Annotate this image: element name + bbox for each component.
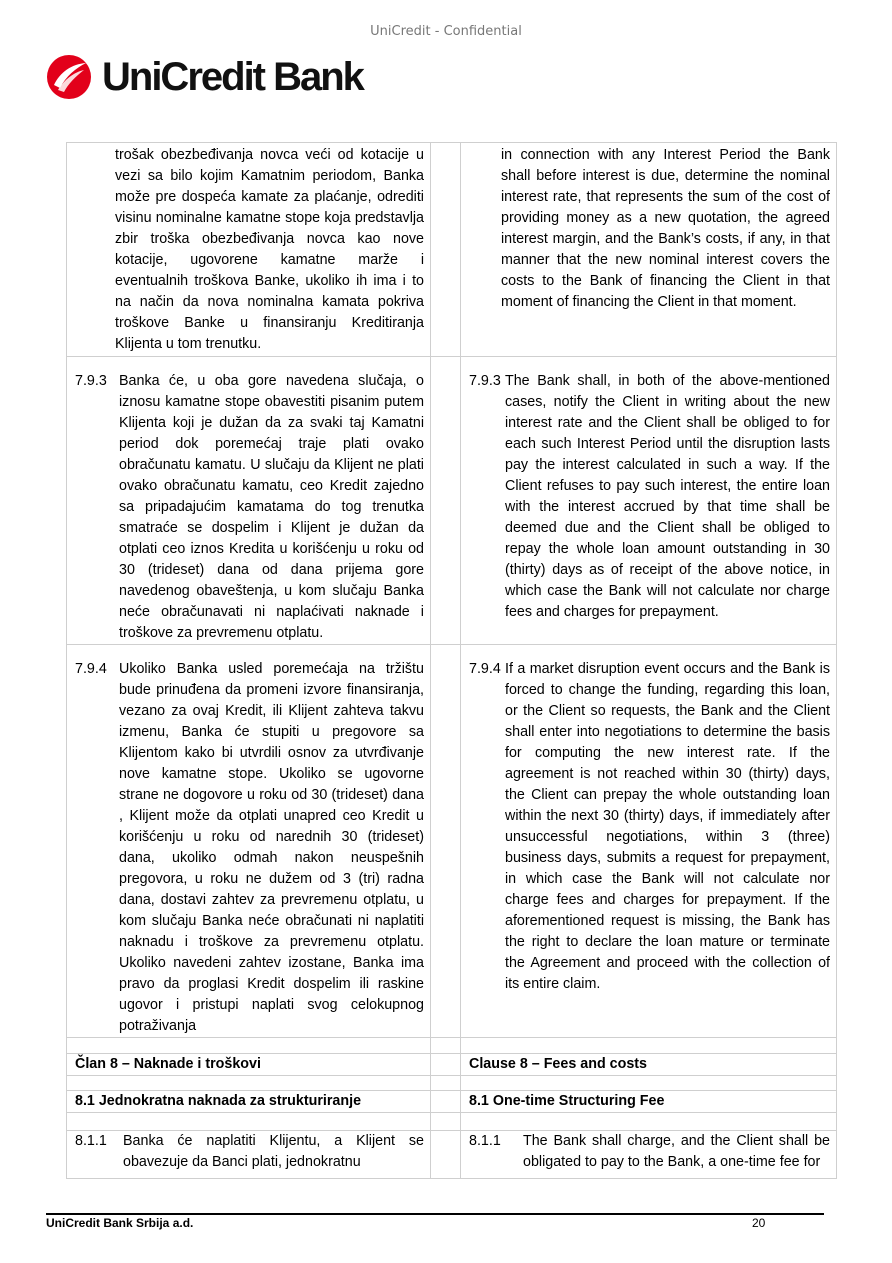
subsection-heading-sr: 8.1 Jednokratna naknada za strukturiranje xyxy=(75,1093,362,1109)
clause-number: 8.1.1 xyxy=(469,1133,501,1149)
clause-text-en: The Bank shall charge, and the Client shall be obligated to pay to the Bank, a one-time fee for xyxy=(523,1133,830,1170)
clause-text-sr: Banka će naplatiti Klijentu, a Klijent se obavezuje da Banci plati, jednokratnu xyxy=(123,1133,424,1170)
section-heading-row xyxy=(67,1054,837,1076)
bilingual-contract-table xyxy=(66,142,837,1179)
right-cell xyxy=(461,1131,837,1179)
gap-cell xyxy=(431,645,461,1038)
table-row xyxy=(67,143,837,357)
clause-number: 7.9.3 xyxy=(75,373,107,389)
confidential-label: UniCredit - Confidential xyxy=(370,24,522,39)
footer-company: UniCredit Bank Srbija a.d. xyxy=(46,1216,194,1230)
clause-number: 7.9.3 xyxy=(469,373,501,389)
unicredit-logo-icon xyxy=(46,54,92,100)
table-row xyxy=(67,1131,837,1179)
subsection-heading-en: 8.1 One-time Structuring Fee xyxy=(469,1093,665,1109)
left-cell xyxy=(67,357,431,645)
gap-cell xyxy=(431,143,461,357)
clause-text-en: If a market disruption event occurs and the Bank is forced to change the funding, regarding this loan, or the Client so requests, the Bank and the Client shall enter into negotiations to determine the basis for computing the new interest rate. If the agreement is not reached within 30 (thirty) days, the Client can prepay the whole outstanding loan within the next 30 (thirty) days, if immediately after unsuccessful negotiations, within 3 (three) business days, submits a request for prepayment, in which case the Bank will not calculate nor charge fees and charges for prepayment. If the aforementioned request is missing, the Bank has the right to declare the loan mature or terminate the Agreement and proceed with the collection of its entire claim. xyxy=(505,661,830,992)
subsection-heading-row xyxy=(67,1091,837,1113)
clause-text-en: The Bank shall, in both of the above-mentioned cases, notify the Client in writing about the new interest rate and the Client shall be obliged to for each such Interest Period until the disruption lasts pay the interest calculated in such a way. If the Client refuses to pay such interest, the entire loan with the interest accrued by that time shall be deemed due and the Client shall be obliged to repay the whole loan amount outstanding in 30 (thirty) days as of receipt of the above notice, in which case the Bank will not calculate nor charge fees and charges for prepayment. xyxy=(505,373,830,620)
left-cell xyxy=(67,143,431,357)
clause-text-sr: Ukoliko Banka usled poremećaja na tržištu bude prinuđena da promeni izvore finansiranja, vezano za ovaj Kredit, ili Klijent zahteva takvu izmenu, Banka će stupiti u pregovore sa Klijentom kako bi utvrdili osnov za utvrđivanje nove kamatne stope. Ukoliko se ugovorne strane ne dogovore u roku od 30 (trideset) dana , Klijent može da otplati unapred ceo Kredit u korišćenju u roku od narednih 30 (trideset) dana, ukoliko odmah nakon neuspešnih pregovora, u roku ne dužem od 3 (tri) radna dana, dostavi zahtev za prevremenu otplatu, u kom slučaju Banka neće obračunati ni naplatiti naknadu i troškove za prevremenu otplatu. Ukoliko navedeni zahtev izostane, Banka ima pravo da proglasi Kredit dospelim ili raskine ugovor i pristupi naplati svog celokupnog potraživanja xyxy=(119,661,424,1034)
spacer-row xyxy=(67,1113,837,1131)
spacer-row xyxy=(67,1076,837,1091)
section-heading-en: Clause 8 – Fees and costs xyxy=(469,1056,647,1072)
footer-divider xyxy=(46,1213,824,1215)
table-row xyxy=(67,645,837,1038)
right-cell xyxy=(461,357,837,645)
clause-text-en: in connection with any Interest Period the Bank shall before interest is due, determine the nominal interest rate, that represents the sum of the cost of providing money as a new quotation, the agreed interest margin, and the Bank’s costs, if any, in that manner that the new nominal interest covers the costs to the Bank of financing the Client in that moment of financing the Client in that moment. xyxy=(501,147,830,310)
clause-text-sr: trošak obezbeđivanja novca veći od kotacije u vezi sa bilo kojim Kamatnim periodom, Banka može pre dospeća kamate za plaćanje, odrediti visinu nominalne kamatne stope koja predstavlja zbir troška obezbeđivanja novca kao nove kotacije, ugovorene kamatne marže i eventualnih troškova Banke, ukoliko ih ima i to na način da nova nominalna kamata pokriva troškove Banke u finansiranju Kreditiranja Klijenta u tom trenutku. xyxy=(115,147,424,352)
left-cell xyxy=(67,1131,431,1179)
clause-number: 7.9.4 xyxy=(75,661,107,677)
clause-text-sr: Banka će, u oba gore navedena slučaja, o iznosu kamatne stope obavestiti pisanim putem Klijenta koji je dužan da za svaki taj Kamatni period dok poremećaj traje plati ovako obračunatu kamatu. U slučaju da Klijent ne plati ovako obračunatu kamatu, ceo Kredit zajedno sa pripadajućim kamatama do tog trenutka smatraće se dospelim i Klijent je dužan da otplati ceo iznos Kredita u korišćenju u roku od 30 (trideset) dana od dana prijema gore navedenog obaveštenja, u kom slučaju Banka neće obračunavati ni naplaćivati naknade i troškove za prevremenu otplatu. xyxy=(119,373,424,641)
right-cell xyxy=(461,645,837,1038)
right-cell xyxy=(461,143,837,357)
gap-cell xyxy=(431,1131,461,1179)
bank-logo xyxy=(46,53,363,101)
clause-number: 8.1.1 xyxy=(75,1133,107,1149)
clause-number: 7.9.4 xyxy=(469,661,501,677)
logo-wordmark: UniCredit Bank xyxy=(102,55,363,99)
page-number: 20 xyxy=(752,1216,766,1230)
section-heading-sr: Član 8 – Naknade i troškovi xyxy=(75,1056,261,1072)
gap-cell xyxy=(431,357,461,645)
spacer-row xyxy=(67,1038,837,1054)
table-row xyxy=(67,357,837,645)
left-cell xyxy=(67,645,431,1038)
